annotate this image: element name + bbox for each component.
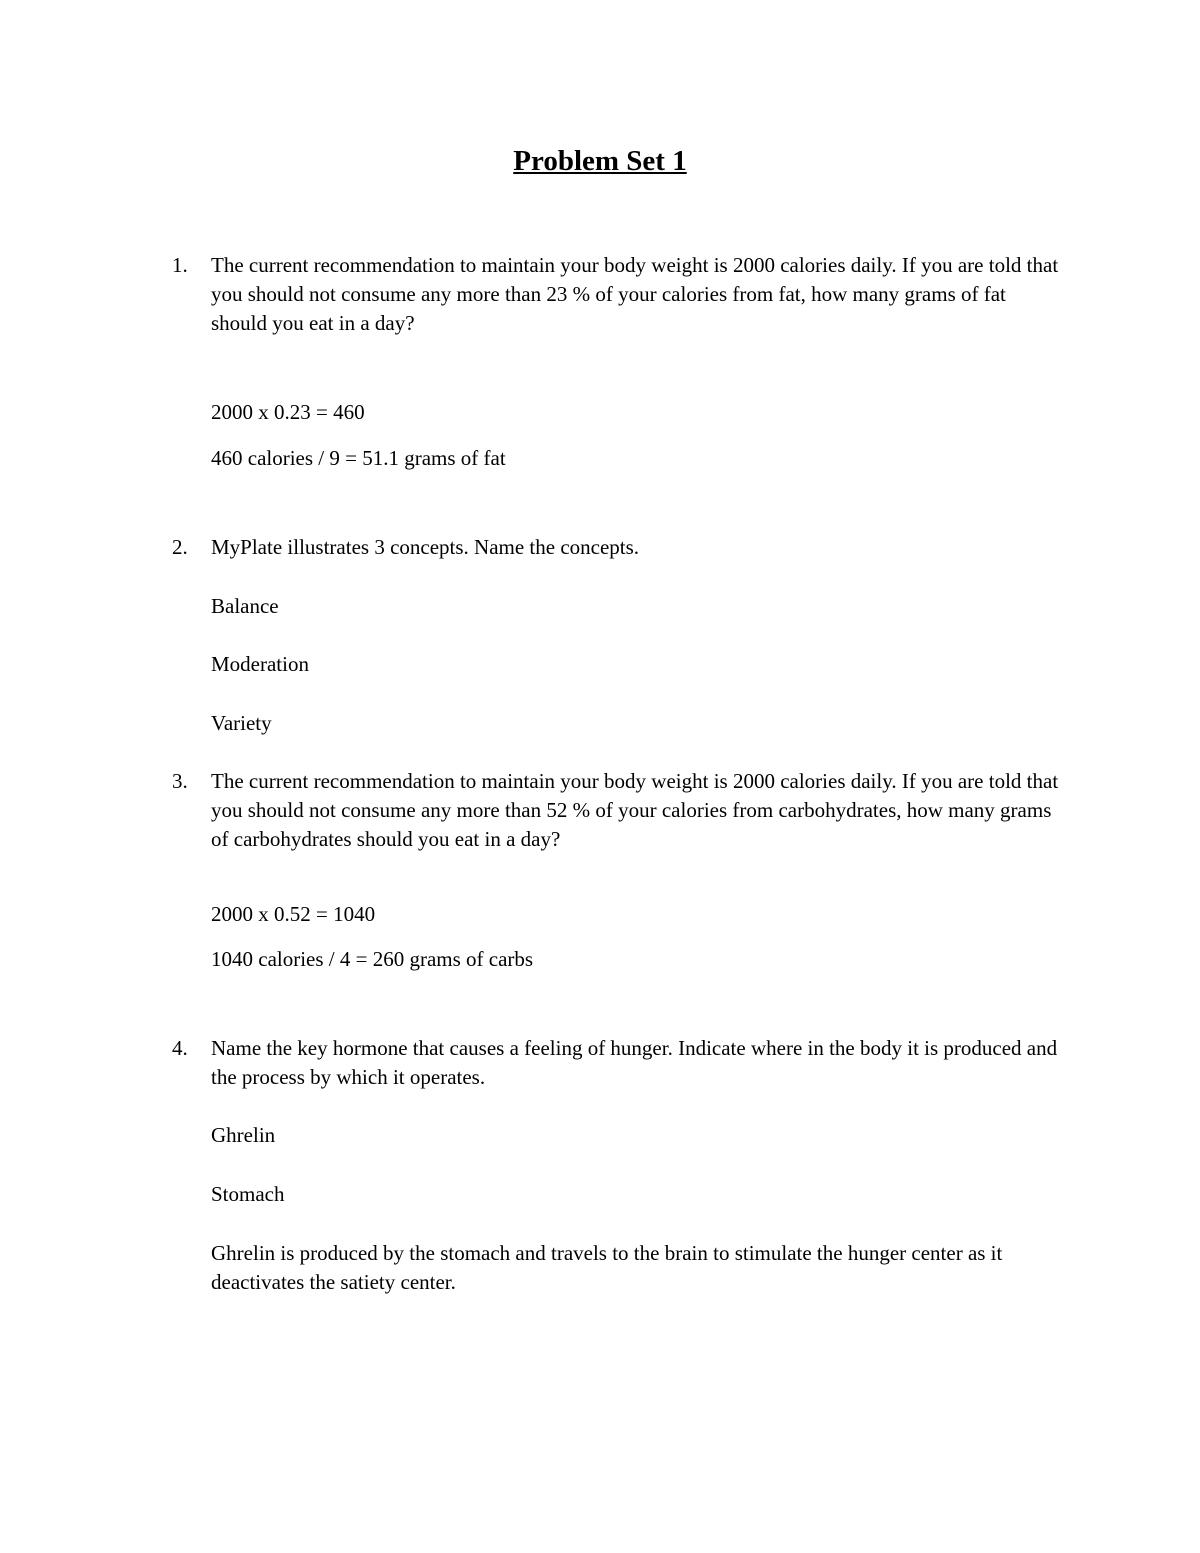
answer-line: 460 calories / 9 = 51.1 grams of fat bbox=[211, 446, 506, 470]
question-number: 2. bbox=[172, 535, 188, 559]
question-text: The current recommendation to maintain your body weight is 2000 calories daily. If you are told that you should not consume any more than 23 % of your calories from fat, how many grams of fat should you eat in a day? bbox=[211, 253, 1059, 335]
question-text: MyPlate illustrates 3 concepts. Name the concepts. bbox=[211, 535, 640, 559]
answer-line: 2000 x 0.52 = 1040 bbox=[211, 902, 376, 926]
answer-line: Variety bbox=[211, 711, 272, 735]
question-number: 4. bbox=[172, 1036, 188, 1060]
answer-line: 1040 calories / 4 = 260 grams of carbs bbox=[211, 947, 534, 971]
answer-line: Stomach bbox=[211, 1182, 285, 1206]
page-title: Problem Set 1 bbox=[513, 145, 687, 177]
answer-line: Moderation bbox=[211, 652, 309, 676]
question-number: 3. bbox=[172, 769, 188, 793]
answer-line: 2000 x 0.23 = 460 bbox=[211, 400, 365, 424]
question-text: The current recommendation to maintain your body weight is 2000 calories daily. If you are told that you should not consume any more than 52 % of your calories from carbohydrates, how many grams of carbohydrates should you eat in a day? bbox=[211, 769, 1059, 851]
answer-line: Balance bbox=[211, 594, 279, 618]
question-number: 1. bbox=[172, 253, 188, 277]
answer-paragraph: Ghrelin is produced by the stomach and travels to the brain to stimulate the hunger center as it deactivates the satiety center. bbox=[211, 1241, 1003, 1294]
answer-line: Ghrelin bbox=[211, 1123, 276, 1147]
question-text: Name the key hormone that causes a feeling of hunger. Indicate where in the body it is produced and the process by which it operates. bbox=[211, 1036, 1058, 1089]
